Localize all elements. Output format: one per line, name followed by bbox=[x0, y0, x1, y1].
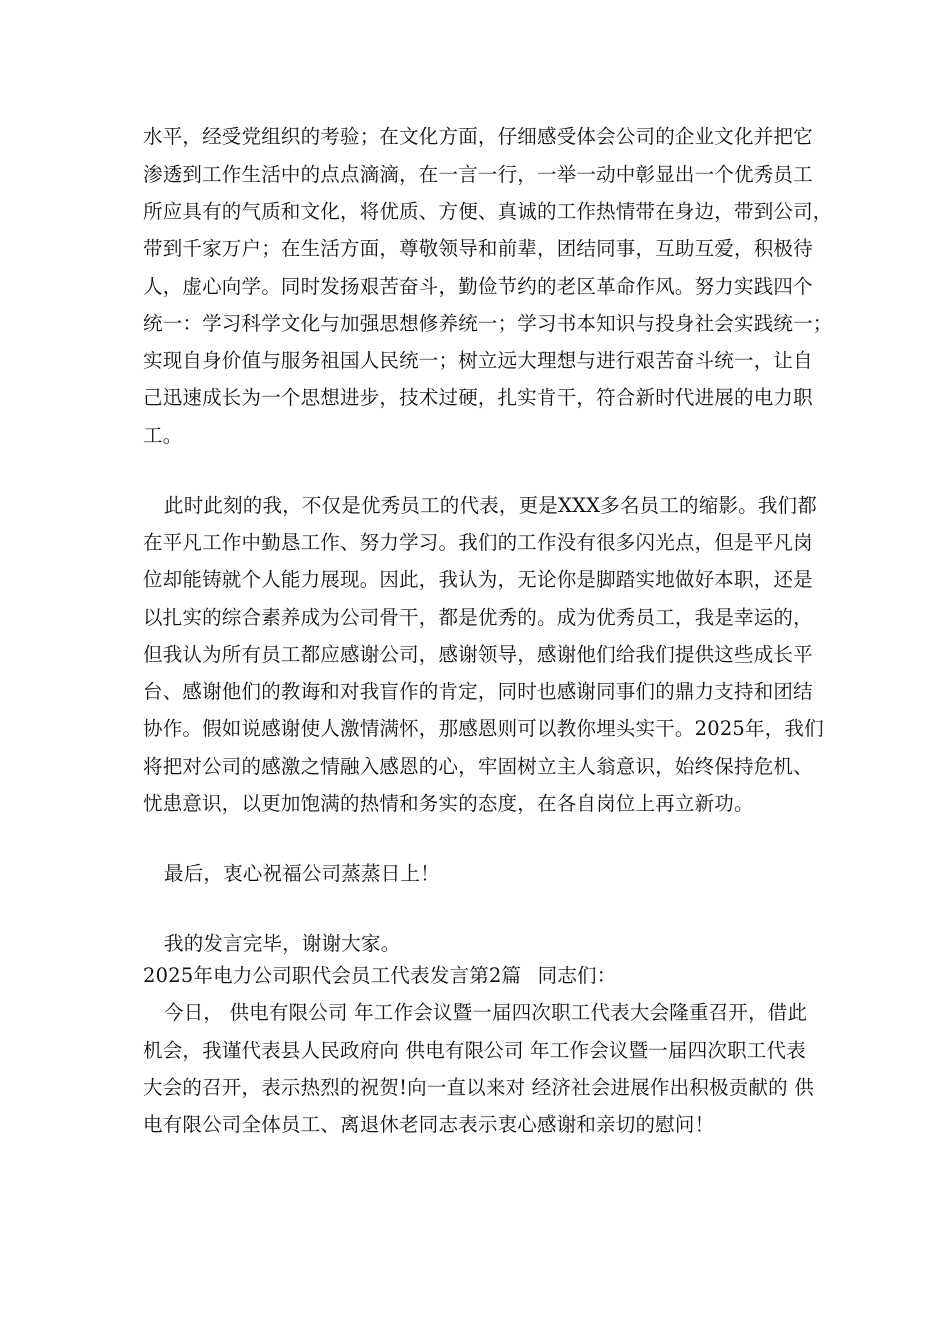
paragraph-2-line: 位却能铸就个人能力展现。因此，我认为，无论你是脚踏实地做好本职，还是 bbox=[143, 568, 813, 591]
paragraph-5-line: 电有限公司全体员工、离退休老同志表示衷心感谢和亲切的慰问！ bbox=[143, 1113, 715, 1136]
paragraph-1-line: 人，虚心向学。同时发扬艰苦奋斗，勤俭节约的老区革命作风。努力实践四个 bbox=[143, 275, 813, 298]
paragraph-2-line: 此时此刻的我，不仅是优秀员工的代表，更是XXX多名员工的缩影。我们都 bbox=[164, 494, 817, 517]
paragraph-1-line: 渗透到工作生活中的点点滴滴，在一言一行，一举一动中彰显出一个优秀员工 bbox=[143, 163, 813, 186]
paragraph-1-line: 水平，经受党组织的考验；在文化方面，仔细感受体会公司的企业文化并把它 bbox=[143, 125, 813, 148]
paragraph-1-line: 统一：学习科学文化与加强思想修养统一；学习书本知识与投身社会实践统一； bbox=[143, 312, 833, 335]
paragraph-1-line: 带到千家万户；在生活方面，尊敬领导和前辈，团结同事，互助互爱，积极待 bbox=[143, 237, 813, 260]
paragraph-5-line: 机会，我谨代表县人民政府向 供电有限公司 年工作会议暨一届四次职工代表 bbox=[143, 1039, 806, 1062]
paragraph-5-line: 今日， 供电有限公司 年工作会议暨一届四次职工代表大会隆重召开，借此 bbox=[164, 1001, 808, 1024]
paragraph-1-line: 工。 bbox=[143, 424, 183, 447]
paragraph-4-line: 我的发言完毕，谢谢大家。 bbox=[164, 932, 401, 955]
paragraph-3-line: 最后，衷心祝福公司蒸蒸日上！ bbox=[164, 862, 440, 885]
paragraph-1-line: 所应具有的气质和文化，将优质、方便、真诚的工作热情带在身边，带到公司， bbox=[143, 200, 833, 223]
paragraph-5-line: 大会的召开，表示热烈的祝贺!向一直以来对 经济社会进展作出积极贡献的 供 bbox=[143, 1076, 814, 1099]
paragraph-2-line: 在平凡工作中勤恳工作、努力学习。我们的工作没有很多闪光点，但是平凡岗 bbox=[143, 531, 813, 554]
section-heading: 2025年电力公司职代会员工代表发言第2篇 同志们： bbox=[143, 964, 617, 987]
paragraph-2-line: 但我认为所有员工都应感谢公司，感谢领导，感谢他们给我们提供这些成长平 bbox=[143, 643, 813, 666]
paragraph-2-line: 协作。假如说感谢使人激情满怀，那感恩则可以教你埋头实干。2025年，我们 bbox=[143, 717, 824, 740]
paragraph-1-line: 实现自身价值与服务祖国人民统一；树立远大理想与进行艰苦奋斗统一，让自 bbox=[143, 349, 813, 372]
paragraph-2-line: 将把对公司的感激之情融入感恩的心，牢固树立主人翁意识，始终保持危机、 bbox=[143, 755, 813, 778]
paragraph-1-line: 己迅速成长为一个思想进步，技术过硬，扎实肯干，符合新时代进展的电力职 bbox=[143, 386, 813, 409]
paragraph-2-line: 忧患意识，以更加饱满的热情和务实的态度，在各自岗位上再立新功。 bbox=[143, 792, 754, 815]
paragraph-2-line: 台、感谢他们的教诲和对我盲作的肯定，同时也感谢同事们的鼎力支持和团结 bbox=[143, 680, 813, 703]
paragraph-2-line: 以扎实的综合素养成为公司骨干，都是优秀的。成为优秀员工，我是幸运的， bbox=[143, 606, 813, 629]
